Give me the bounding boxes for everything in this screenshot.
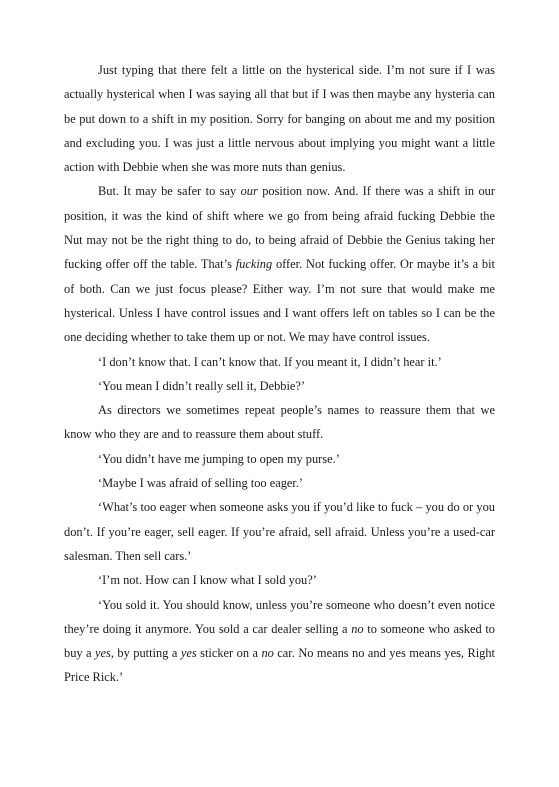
- paragraph: [64, 350, 495, 374]
- text-run: But. It may be safer to say: [98, 184, 241, 199]
- paragraph: [64, 58, 495, 179]
- text-run: ‘You mean I didn’t really sell it, Debbie?’: [98, 378, 306, 393]
- italic-text-run: yes: [180, 646, 197, 661]
- text-run: to someone who asked to buy a: [64, 621, 496, 661]
- text-run: offer. Not fucking offer. Or maybe it’s a bit of both. Can we just focus please? Either way. I’m not sure that would make me hysterical. Unless I have control issues and I want offers left on tables so I can be the one deciding whether to take them up or not. We may have control issues.: [64, 257, 496, 345]
- italic-text-run: our: [240, 184, 258, 199]
- document-body: [64, 58, 495, 690]
- text-run: car. No means no and yes means yes, Right Price Rick.’: [64, 646, 495, 685]
- italic-text-run: no: [351, 621, 364, 636]
- text-run: ‘You didn’t have me jumping to open my purse.’: [98, 451, 340, 466]
- text-run: ‘You sold it. You should know, unless you’re someone who doesn’t even notice they’re doing it anymore. You sold a car dealer selling a: [64, 597, 495, 636]
- paragraph: [64, 179, 495, 349]
- paragraph: [64, 593, 495, 690]
- text-run: sticker on a: [196, 646, 262, 661]
- paragraph: [64, 568, 495, 592]
- text-run: , by putting a: [110, 646, 181, 661]
- text-run: position now. And. If there was a shift in our position, it was the kind of shift where we go from being afraid fucking Debbie the Nut may not be the right thing to do, to being afraid of Debbie the Genius taking her fucking offer off the table. That’s: [64, 184, 495, 272]
- paragraph: [64, 447, 495, 471]
- paragraph: [64, 374, 495, 398]
- text-run: ‘I’m not. How can I know what I sold you?’: [98, 573, 317, 588]
- italic-text-run: no: [261, 646, 274, 661]
- text-run: ‘Maybe I was afraid of selling too eager.’: [98, 476, 304, 491]
- text-run: As directors we sometimes repeat people’s names to reassure them that we know who they are and to reassure them about stuff.: [64, 403, 495, 442]
- paragraph: [64, 398, 495, 447]
- italic-text-run: yes: [95, 646, 111, 661]
- italic-text-run: fucking: [235, 257, 273, 272]
- text-run: Just typing that there felt a little on the hysterical side. I’m not sure if I was actually hysterical when I was saying all that but if I was then maybe any hysteria can be put down to a shift in my position. Sorry for banging on about me and my position and excluding you. I was just a little nervous about implying you might want a little action with Debbie when she was more nuts than genius.: [64, 63, 495, 175]
- text-run: ‘I don’t know that. I can’t know that. If you meant it, I didn’t hear it.’: [98, 354, 442, 369]
- text-run: ‘What’s too eager when someone asks you if you’d like to fuck – you do or you don’t. If you’re eager, sell eager. If you’re afraid, sell afraid. Unless you’re a used-car salesman. Then sell cars.’: [64, 500, 495, 563]
- paragraph: [64, 471, 495, 495]
- paragraph: [64, 495, 495, 568]
